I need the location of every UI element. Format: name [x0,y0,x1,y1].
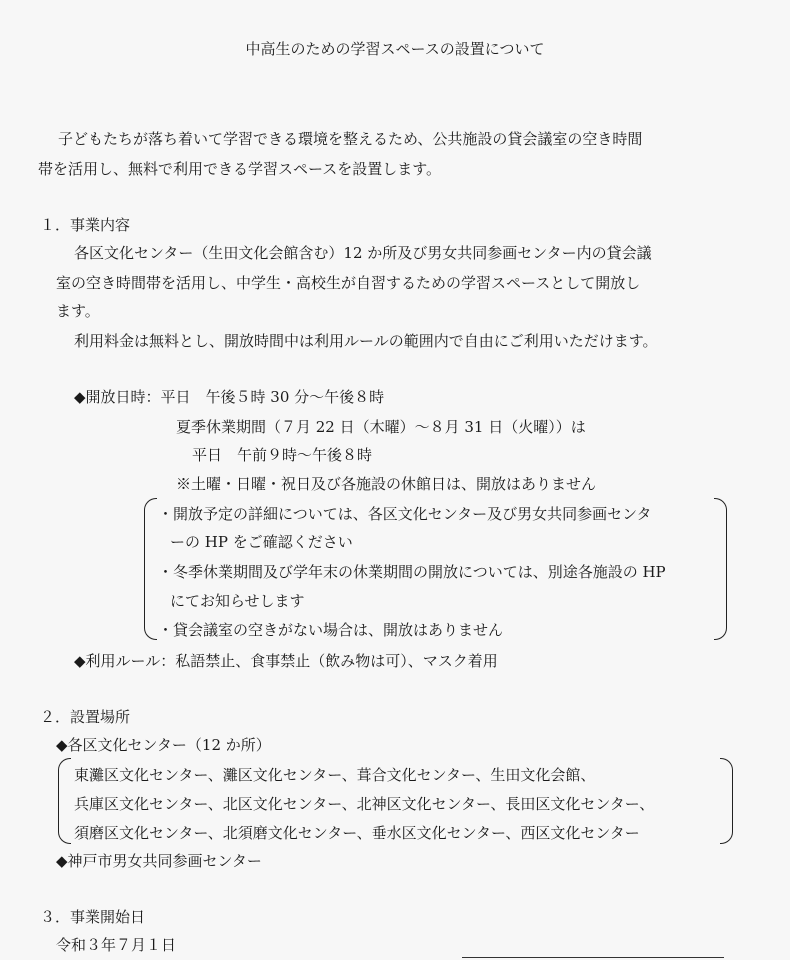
usage-rules: ◆利用ルール：私語禁止、食事禁止（飲み物は可）、マスク着用 [74,652,498,670]
note-line-5: ・貸会議室の空きがない場合は、開放はありません [158,621,504,639]
centers-line-2: 兵庫区文化センター、北区文化センター、北神区文化センター、長田区文化センター、 [74,795,655,813]
section2-heading: ２．設置場所 [40,708,131,726]
section1-body-3: ます。 [56,302,100,320]
intro-line-1: 子どもたちが落ち着いて学習できる環境を整えるため、公共施設の貸会議室の空き時間 [58,130,643,148]
section1-body-2: 室の空き時間帯を活用し、中学生・高校生が自習するための学習スペースとして開放し [56,274,641,292]
section1-body-4: 利用料金は無料とし、開放時間中は利用ルールの範囲内で自由にご利用いただけます。 [74,332,658,350]
start-date: 令和３年７月１日 [56,936,177,954]
centers-line-1: 東灘区文化センター、灘区文化センター、葺合文化センター、生田文化会館、 [74,766,596,784]
footer-rule [462,957,724,958]
intro-line-2: 帯を活用し、無料で利用できる学習スペースを設置します。 [38,160,442,178]
note-line-3: ・冬季休業期間及び学年末の休業期間の開放については、別途各施設の HP [158,563,666,581]
centers-bracket-right [720,758,733,844]
summer-hours: 平日 午前９時～午後８時 [192,446,373,464]
notes-bracket-left [144,498,157,640]
section1-heading: １．事業内容 [40,216,131,234]
centers-label: ◆各区文化センター（12 か所） [56,736,271,754]
note-line-4: にてお知らせします [170,592,305,610]
centers-bracket-left [58,758,71,844]
centers-line-3: 須磨区文化センター、北須磨文化センター、垂水区文化センター、西区文化センター [74,824,640,842]
note-line-1: ・開放予定の詳細については、各区文化センター及び男女共同参画センタ [158,505,652,523]
closed-note: ※土曜・日曜・祝日及び各施設の休館日は、開放はありません [176,475,597,493]
notes-bracket-right [714,498,727,640]
hours-label: ◆開放日時：平日 午後５時 30 分～午後８時 [74,388,385,406]
kobe-center: ◆神戸市男女共同参画センター [56,852,262,870]
note-line-2: ーの HP をご確認ください [170,533,353,551]
section3-heading: ３．事業開始日 [40,908,146,926]
summer-line: 夏季休業期間（７月 22 日（木曜）～８月 31 日（火曜））は [176,418,586,436]
document-title: 中高生のための学習スペースの設置について [245,40,545,58]
section1-body-1: 各区文化センター（生田文化会館含む）12 か所及び男女共同参画センター内の貸会議 [74,244,652,262]
